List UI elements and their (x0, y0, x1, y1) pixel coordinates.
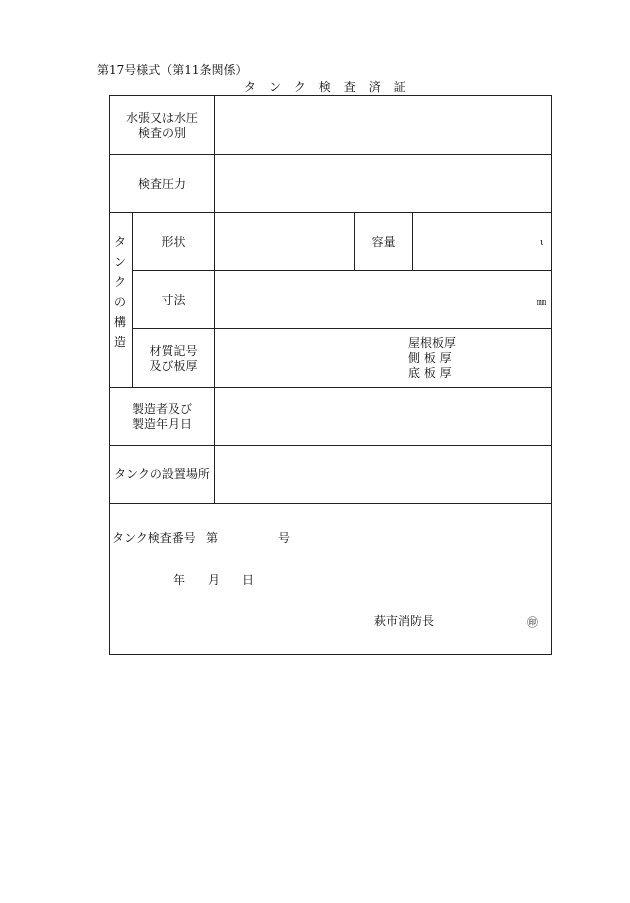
column-divider (214, 95, 215, 503)
material-label: 材質記号 及び板厚 (149, 344, 198, 373)
capacity-label: 容量 (371, 235, 396, 249)
seal-mark: ㊞ (527, 616, 538, 629)
installation-location-label: タンクの設置場所 (114, 467, 210, 481)
row-divider (109, 503, 552, 504)
plate-thickness-list: 屋根板厚 側 板 厚 底 板 厚 (408, 336, 457, 380)
dimension-label: 寸法 (161, 293, 186, 307)
capacity-unit: ι (540, 238, 544, 248)
row-divider (132, 328, 552, 329)
shape-label: 形状 (161, 235, 186, 249)
row-divider (109, 154, 552, 155)
inspection-number-label: タンク検査番号 (112, 531, 196, 545)
row-divider (132, 270, 552, 271)
maker-date-label: 製造者及び 製造年月日 (131, 402, 192, 431)
document-title: タンク検査済証 (244, 80, 419, 94)
column-divider (412, 212, 413, 270)
issuer-title: 萩市消防長 (374, 614, 435, 628)
year-label: 年 (173, 573, 186, 587)
number-suffix: 号 (278, 531, 291, 545)
row-divider (109, 445, 552, 446)
day-label: 日 (242, 573, 255, 587)
form-number: 第17号様式（第11条関係） (97, 63, 248, 77)
inspection-pressure-label: 検査圧力 (137, 177, 186, 191)
month-label: 月 (208, 573, 221, 587)
tank-structure-label: タ ン ク の 構 造 (113, 235, 126, 349)
row-divider (109, 387, 552, 388)
row-divider (109, 212, 552, 213)
dimension-unit: ㎜ (537, 298, 547, 308)
inspection-type-label: 水張又は水圧 検査の別 (125, 111, 198, 140)
number-prefix: 第 (206, 531, 219, 545)
